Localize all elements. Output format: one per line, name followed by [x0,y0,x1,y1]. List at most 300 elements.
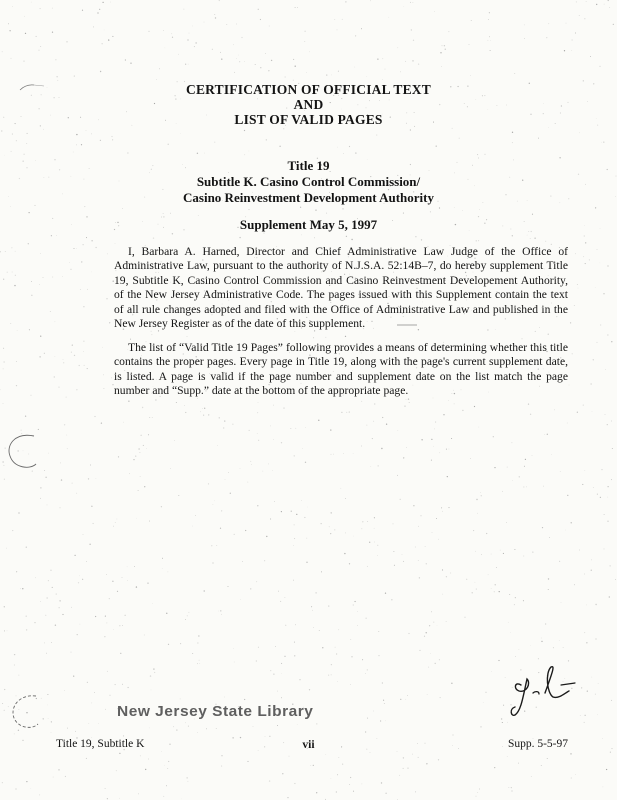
speckle-dot [564,50,565,51]
speckle-dot [302,448,303,449]
speckle-dot [584,574,585,575]
speckle-dot [443,414,444,415]
speckle-dot [285,625,286,626]
speckle-dot [523,556,524,557]
speckle-dot [239,237,240,238]
speckle-dot [289,756,290,757]
speckle-dot [430,653,431,654]
speckle-dot [71,607,72,608]
speckle-dot [40,487,41,488]
speckle-dot [258,9,259,10]
speckle-dot [486,692,487,693]
speckle-dot [87,368,88,369]
speckle-dot [251,464,252,465]
speckle-dot [343,153,344,154]
speckle-dot [199,660,200,661]
speckle-dot [84,365,85,366]
speckle-dot [159,68,160,69]
speckle-dot [74,76,75,77]
speckle-dot [103,388,104,389]
speckle-dot [150,675,151,676]
speckle-dot [204,408,205,409]
speckle-dot [595,207,596,208]
speckle-dot [542,527,543,528]
speckle-dot [338,71,339,72]
speckle-dot [523,487,524,488]
speckle-dot [315,592,316,593]
speckle-dot [8,23,9,24]
speckle-dot [23,154,24,155]
speckle-dot [590,383,591,384]
speckle-dot [310,765,311,766]
speckle-dot [152,417,153,418]
speckle-dot [331,675,332,676]
speckle-dot [16,140,17,141]
speckle-dot [377,555,378,556]
speckle-dot [554,409,555,410]
speckle-dot [100,140,101,141]
speckle-dot [167,768,168,769]
speckle-dot [91,272,92,273]
speckle-dot [149,521,150,522]
speckle-dot [515,656,516,657]
speckle-dot [328,675,329,676]
speckle-dot [54,376,55,377]
speckle-dot [293,80,294,81]
speckle-dot [354,601,355,602]
speckle-dot [548,578,549,579]
speckle-dot [313,627,314,628]
speckle-dot [170,213,171,214]
speckle-dot [331,664,332,665]
speckle-dot [547,758,548,759]
speckle-dot [508,622,509,623]
speckle-dot [486,533,487,534]
speckle-dot [284,656,285,657]
speckle-dot [480,492,481,493]
speckle-dot [197,643,198,644]
speckle-dot [31,788,32,789]
speckle-dot [249,430,250,431]
speckle-dot [55,59,56,60]
speckle-dot [403,457,404,458]
speckle-dot [612,448,613,449]
speckle-dot [479,209,480,210]
speckle-dot [397,475,398,476]
speckle-dot [407,695,408,696]
speckle-dot [369,542,370,543]
speckle-dot [462,410,463,411]
speckle-dot [304,31,305,32]
speckle-dot [315,209,316,210]
speckle-dot [411,29,412,30]
speckle-dot [384,703,385,704]
speckle-dot [448,400,449,401]
speckle-dot [216,728,217,729]
speckle-dot [442,511,443,512]
speckle-dot [168,761,169,762]
speckle-dot [127,580,128,581]
speckle-dot [236,24,237,25]
speckle-dot [215,17,216,18]
speckle-dot [410,129,411,130]
speckle-dot [316,792,317,793]
speckle-dot [105,709,106,710]
speckle-dot [220,52,221,53]
speckle-dot [378,655,379,656]
speckle-dot [337,774,338,775]
speckle-dot [200,663,201,664]
speckle-dot [491,554,492,555]
speckle-dot [480,726,481,727]
speckle-dot [405,61,406,62]
speckle-dot [499,591,500,592]
speckle-dot [90,465,91,466]
speckle-dot [441,66,442,67]
speckle-dot [36,36,37,37]
speckle-dot [507,756,508,757]
speckle-dot [62,276,63,277]
speckle-dot [512,142,513,143]
speckle-dot [144,635,145,636]
speckle-dot [470,458,471,459]
speckle-dot [584,470,585,471]
speckle-dot [294,642,295,643]
speckle-dot [110,695,111,696]
speckle-dot [570,322,571,323]
speckle-dot [204,590,205,591]
speckle-dot [138,794,139,795]
speckle-dot [211,545,212,546]
speckle-dot [48,580,49,581]
speckle-dot [370,752,371,753]
speckle-dot [4,606,5,607]
speckle-dot [592,411,593,412]
speckle-dot [583,405,584,406]
speckle-dot [15,275,16,276]
speckle-dot [319,630,320,631]
speckle-dot [608,486,609,487]
speckle-dot [113,629,114,630]
speckle-dot [353,604,354,605]
speckle-dot [220,528,221,529]
speckle-dot [62,614,63,615]
speckle-dot [95,247,96,248]
speckle-dot [340,488,341,489]
speckle-dot [59,607,60,608]
speckle-dot [185,619,186,620]
speckle-dot [301,500,302,501]
speckle-dot [514,604,515,605]
speckle-dot [479,789,480,790]
speckle-dot [385,69,386,70]
speckle-dot [219,417,220,418]
speckle-dot [331,454,332,455]
speckle-dot [351,239,352,240]
speckle-dot [66,41,67,42]
speckle-dot [166,613,167,614]
speckle-dot [18,512,19,513]
speckle-dot [112,581,113,582]
speckle-dot [349,784,350,785]
speckle-dot [281,673,282,674]
speckle-dot [241,37,242,38]
speckle-dot [548,334,549,335]
speckle-dot [0,251,1,252]
speckle-dot [442,45,443,46]
speckle-dot [58,386,59,387]
speckle-dot [57,80,58,81]
speckle-dot [488,19,489,20]
speckle-dot [170,468,171,469]
speckle-dot [574,305,575,306]
speckle-dot [442,569,443,570]
speckle-dot [600,497,601,498]
speckle-dot [374,404,375,405]
speckle-dot [148,31,149,32]
speckle-dot [234,534,235,535]
speckle-dot [83,306,84,307]
speckle-dot [94,692,95,693]
certification-line-2: AND [293,97,324,112]
speckle-dot [432,532,433,533]
speckle-dot [305,462,306,463]
speckle-dot [409,402,410,403]
speckle-dot [74,555,75,556]
speckle-dot [245,530,246,531]
speckle-dot [442,594,443,595]
speckle-dot [530,645,531,646]
speckle-dot [29,212,30,213]
speckle-dot [611,479,612,480]
speckle-dot [393,524,394,525]
speckle-dot [335,647,336,648]
speckle-dot [454,207,455,208]
speckle-dot [381,782,382,783]
speckle-dot [188,612,189,613]
speckle-dot [304,517,305,518]
speckle-dot [275,646,276,647]
speckle-dot [373,421,374,422]
speckle-dot [342,764,343,765]
speckle-dot [478,427,479,428]
speckle-dot [534,238,535,239]
speckle-dot [475,551,476,552]
speckle-dot [268,70,269,71]
speckle-dot [247,482,248,483]
speckle-dot [490,50,491,51]
speckle-dot [236,58,237,59]
speckle-dot [291,511,292,512]
speckle-dot [524,466,525,467]
speckle-dot [469,44,470,45]
speckle-dot [230,493,231,494]
speckle-dot [208,414,209,415]
speckle-dot [152,603,153,604]
speckle-dot [72,483,73,484]
speckle-dot [568,660,569,661]
speckle-dot [226,24,227,25]
speckle-dot [426,563,427,564]
speckle-dot [406,399,407,400]
speckle-dot [74,248,75,249]
speckle-dot [293,59,294,60]
speckle-dot [370,0,371,1]
speckle-dot [52,8,53,9]
speckle-dot [553,647,554,648]
speckle-dot [449,31,450,32]
speckle-dot [161,506,162,507]
speckle-dot [240,599,241,600]
hole-punch-bottom [8,692,44,732]
speckle-dot [596,342,597,343]
speckle-dot [607,521,608,522]
speckle-dot [101,422,102,423]
speckle-dot [48,718,49,719]
speckle-dot [563,647,564,648]
speckle-dot [107,623,108,624]
speckle-dot [108,39,109,40]
speckle-dot [76,145,77,146]
speckle-dot [595,694,596,695]
speckle-dot [22,588,23,589]
speckle-dot [597,249,598,250]
speckle-dot [225,479,226,480]
speckle-dot [221,766,222,767]
speckle-dot [489,36,490,37]
title-number: Title 19 [287,158,330,173]
speckle-dot [38,429,39,430]
speckle-dot [184,405,185,406]
speckle-dot [374,517,375,518]
speckle-dot [532,552,533,553]
speckle-dot [127,687,128,688]
speckle-dot [67,728,68,729]
speckle-dot [589,259,590,260]
speckle-dot [86,561,87,562]
speckle-dot [14,654,15,655]
speckle-dot [47,705,48,706]
speckle-dot [43,277,44,278]
speckle-dot [272,470,273,471]
speckle-dot [314,237,315,238]
speckle-dot [95,616,96,617]
speckle-dot [428,667,429,668]
certification-line-1: CERTIFICATION OF OFFICIAL TEXT [186,82,431,97]
speckle-dot [548,127,549,128]
speckle-dot [78,582,79,583]
speckle-dot [431,611,432,612]
speckle-dot [154,672,155,673]
speckle-dot [202,408,203,409]
speckle-dot [35,578,36,579]
speckle-dot [434,11,435,12]
speckle-dot [334,529,335,530]
speckle-dot [355,153,356,154]
speckle-dot [569,385,570,386]
speckle-dot [306,72,307,73]
speckle-dot [483,702,484,703]
speckle-dot [294,538,295,539]
speckle-dot [142,407,143,408]
speckle-dot [377,545,378,546]
speckle-dot [431,460,432,461]
speckle-dot [361,28,362,29]
speckle-dot [606,769,607,770]
speckle-dot [367,521,368,522]
speckle-dot [255,64,256,65]
speckle-dot [404,6,405,7]
speckle-dot [51,732,52,733]
speckle-dot [404,405,405,406]
speckle-dot [380,720,381,721]
speckle-dot [538,658,539,659]
speckle-dot [224,421,225,422]
speckle-dot [604,514,605,515]
speckle-dot [265,53,266,54]
speckle-dot [233,648,234,649]
speckle-dot [400,699,401,700]
speckle-dot [103,374,104,375]
speckle-dot [111,377,112,378]
speckle-dot [60,507,61,508]
speckle-dot [603,787,604,788]
speckle-dot [579,15,580,16]
speckle-dot [476,589,477,590]
speckle-dot [84,206,85,207]
speckle-dot [4,361,5,362]
speckle-dot [374,528,375,529]
speckle-dot [219,0,220,1]
speckle-dot [30,395,31,396]
speckle-dot [136,518,137,519]
speckle-dot [328,606,329,607]
speckle-dot [295,66,296,67]
speckle-dot [149,417,150,418]
speckle-dot [125,59,126,60]
speckle-dot [258,440,259,441]
speckle-dot [494,467,495,468]
speckle-dot [180,699,181,700]
speckle-dot [350,684,351,685]
speckle-dot [221,755,222,756]
footer-page-number: vii [302,739,315,751]
speckle-dot [140,476,141,477]
speckle-dot [206,728,207,729]
speckle-dot [107,254,108,255]
speckle-dot [598,683,599,684]
speckle-dot [26,629,27,630]
speckle-dot [51,721,52,722]
speckle-dot [509,787,510,788]
speckle-dot [448,507,449,508]
speckle-dot [493,436,494,437]
speckle-dot [86,237,87,238]
speckle-dot [570,753,571,754]
speckle-dot [117,519,118,520]
speckle-dot [306,538,307,539]
speckle-dot [91,134,92,135]
speckle-dot [89,544,90,545]
speckle-dot [604,548,605,549]
speckle-dot [123,422,124,423]
speckle-dot [595,604,596,605]
speckle-dot [266,536,267,537]
speckle-dot [208,483,209,484]
speckle-dot [607,265,608,266]
speckle-dot [63,359,64,360]
speckle-dot [502,491,503,492]
